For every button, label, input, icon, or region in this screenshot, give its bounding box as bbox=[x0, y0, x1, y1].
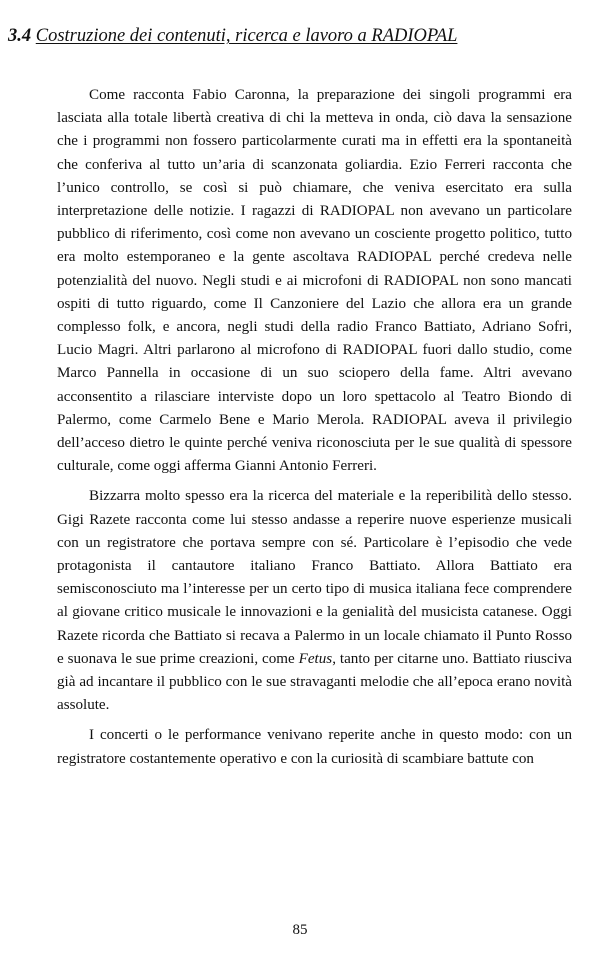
paragraph-1: Come racconta Fabio Caronna, la preparazione dei singoli programmi era lasciata alla totale libertà creativa di chi la metteva in onda, ciò dava la sensazione che i programmi non fossero particolarmente curati ma in effetti era la spontaneità che conferiva al tutto un’aria di scanzonata goliardia. Ezio Ferreri racconta che l’unico controllo, se così si può chiamare, che veniva esercitato era sulla interpretazione delle notizie. I ragazzi di RADIOPAL non avevano un particolare pubblico di riferimento, così come non avevano un cosciente progetto politico, tutto era molto estemporaneo e la gente ascoltava RADIOPAL perché credeva nelle potenzialità del nuovo. Negli studi e ai microfoni di RADIOPAL non sono mancati ospiti di tutto riguardo, come Il Canzoniere del Lazio che allora era un grande complesso folk, e ancora, negli studi della radio Franco Battiato, Adriano Sofri, Lucio Magri. Altri parlarono al microfono di RADIOPAL fuori dallo studio, come Marco Pannella in occasione di un suo sciopero della fame. Altri avevano acconsentito a rilasciare interviste dopo un loro spettacolo al Teatro Biondo di Palermo, come Carmelo Bene e Mario Merola. RADIOPAL aveva il privilegio dell’acceso dietro le quinte perché veniva riconosciuta per le sue qualità di spessore culturale, come oggi afferma Gianni Antonio Ferreri. bbox=[57, 87, 572, 475]
paragraph-3: I concerti o le performance venivano reperite anche in questo modo: con un registratore costantemente operativo e con la curiosità di scambiare battute con bbox=[57, 727, 572, 767]
paragraph-2 bbox=[57, 485, 572, 717]
section-title: Costruzione dei contenuti, ricerca e lavoro a RADIOPAL bbox=[35, 26, 458, 46]
work-title-italic: Fetus bbox=[298, 650, 333, 667]
paragraph-2-part-2: , tanto per citarne uno. Battiato riusciva già ad incantare il pubblico con le sue stravaganti melodie che all’epoca erano novità assolute. bbox=[57, 650, 573, 714]
body-text bbox=[57, 84, 572, 778]
section-number: 3.4 bbox=[8, 26, 32, 46]
page-number: 85 bbox=[292, 922, 308, 938]
paragraph-2-part-1: Bizzarra molto spesso era la ricerca del materiale e la reperibilità dello stesso. Gigi Razete racconta come lui stesso andasse a reperire nuove esperienze musicali con un registratore che portava sempre con sé. Particolare è l’episodio che vede protagonista il cantautore italiano Franco Battiato. Allora Battiato era semisconosciuto ma l’interesse per un certo tipo di musica italiana fece comprendere al giovane critico musicale le innovazioni e la genialità del musicista catanese. Oggi Razete ricorda che Battiato si recava a Palermo in un locale chiamato il Punto Rosso e suonava le sue prime creazioni, come bbox=[57, 488, 572, 667]
section-heading bbox=[8, 24, 568, 48]
